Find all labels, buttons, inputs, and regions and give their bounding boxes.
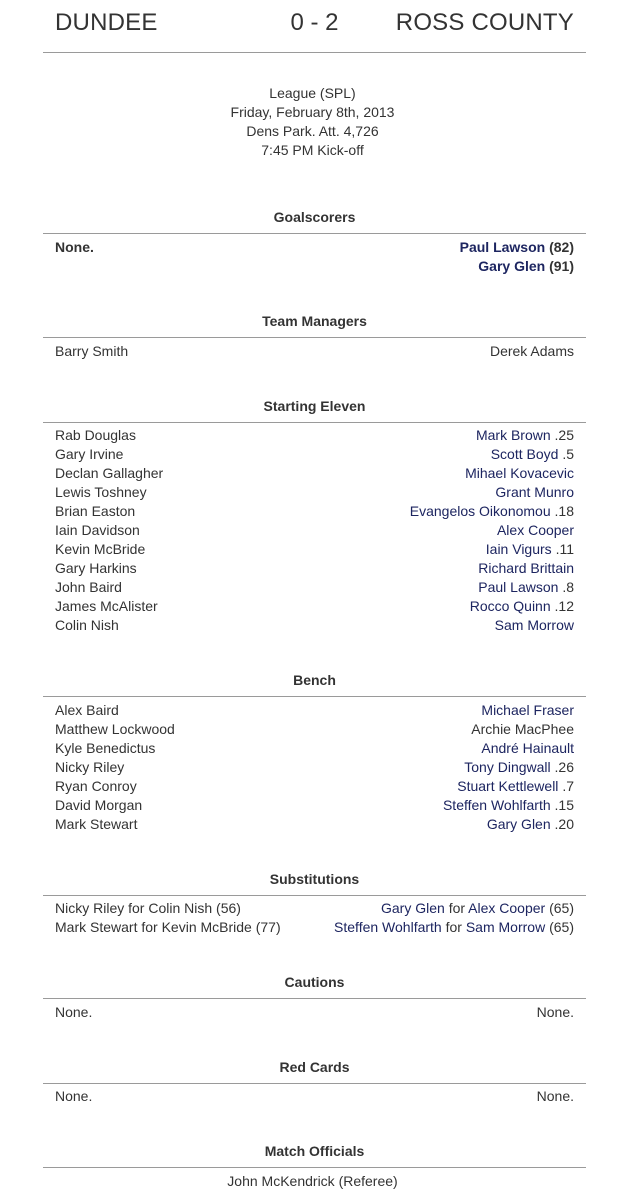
home-player: Gary Irvine bbox=[55, 446, 124, 462]
goal-minute: (91) bbox=[549, 258, 574, 274]
managers-heading: Team Managers bbox=[43, 311, 586, 338]
player-row bbox=[55, 777, 574, 796]
player-row bbox=[55, 616, 574, 635]
sub-off-link[interactable]: Sam Morrow bbox=[465, 919, 546, 935]
away-player-link[interactable]: Richard Brittain bbox=[478, 560, 574, 576]
home-player: Nicky Riley bbox=[55, 759, 125, 775]
squad-number: .11 bbox=[555, 541, 574, 557]
sub-minute: (65) bbox=[549, 919, 574, 935]
home-player: Lewis Toshney bbox=[55, 484, 147, 500]
away-player: Archie MacPhee bbox=[471, 721, 574, 737]
away-player-link[interactable]: Mark Brown bbox=[475, 427, 551, 443]
home-player: Rab Douglas bbox=[55, 427, 136, 443]
home-goalscorers: None. bbox=[55, 239, 94, 255]
away-player-link[interactable]: Grant Munro bbox=[495, 484, 574, 500]
away-team-name[interactable]: ROSS COUNTY bbox=[395, 9, 574, 36]
home-player: Ryan Conroy bbox=[55, 778, 137, 794]
home-player: David Morgan bbox=[55, 797, 143, 813]
away-player-link[interactable]: Iain Vigurs bbox=[485, 541, 552, 557]
bench-heading: Bench bbox=[43, 670, 586, 697]
home-player: Matthew Lockwood bbox=[55, 721, 175, 737]
home-team-name[interactable]: DUNDEE bbox=[55, 9, 158, 36]
away-player-link[interactable]: Steffen Wohlfarth bbox=[442, 797, 551, 813]
match-header bbox=[43, 0, 586, 53]
cautions-heading: Cautions bbox=[43, 972, 586, 999]
squad-number: .5 bbox=[562, 446, 574, 462]
player-row bbox=[55, 578, 574, 597]
player-row bbox=[55, 540, 574, 559]
player-row bbox=[55, 521, 574, 540]
goalscorer-link[interactable]: Paul Lawson bbox=[459, 239, 546, 255]
away-player-link[interactable]: André Hainault bbox=[481, 740, 574, 756]
home-manager: Barry Smith bbox=[55, 343, 129, 359]
player-row bbox=[55, 426, 574, 445]
sub-on-link[interactable]: Steffen Wohlfarth bbox=[334, 919, 442, 935]
referee: John McKendrick (Referee) bbox=[227, 1173, 398, 1189]
competition: League (SPL) bbox=[269, 85, 356, 101]
home-cautions: None. bbox=[55, 1004, 93, 1020]
player-row bbox=[55, 758, 574, 777]
squad-number: .25 bbox=[554, 427, 574, 443]
sub-for-text: for bbox=[448, 900, 466, 916]
home-player: Mark Stewart bbox=[55, 816, 138, 832]
sub-on-link[interactable]: Gary Glen bbox=[380, 900, 445, 916]
home-player: Colin Nish bbox=[55, 617, 119, 633]
player-row bbox=[55, 720, 574, 739]
squad-number: .7 bbox=[562, 778, 574, 794]
sub-minute: (65) bbox=[549, 900, 574, 916]
officials-heading: Match Officials bbox=[43, 1141, 586, 1168]
starting-eleven-heading: Starting Eleven bbox=[43, 396, 586, 423]
squad-number: .20 bbox=[554, 816, 574, 832]
managers-list bbox=[55, 342, 574, 361]
player-row bbox=[55, 701, 574, 720]
away-player-link[interactable]: Scott Boyd bbox=[490, 446, 559, 462]
away-player-link[interactable]: Evangelos Oikonomou bbox=[409, 503, 551, 519]
away-cautions: None. bbox=[536, 1004, 574, 1020]
goalscorer-link[interactable]: Gary Glen bbox=[478, 258, 546, 274]
substitutions-list bbox=[55, 899, 574, 937]
player-row bbox=[55, 483, 574, 502]
home-player: Iain Davidson bbox=[55, 522, 140, 538]
away-player-link[interactable]: Mihael Kovacevic bbox=[465, 465, 574, 481]
away-player-link[interactable]: Paul Lawson bbox=[478, 579, 559, 595]
home-substitution: Nicky Riley for Colin Nish (56) bbox=[55, 900, 241, 916]
cautions-list bbox=[55, 1003, 574, 1022]
home-player: James McAlister bbox=[55, 598, 158, 614]
squad-number: .8 bbox=[562, 579, 574, 595]
away-red-cards: None. bbox=[536, 1088, 574, 1104]
away-player-link[interactable]: Stuart Kettlewell bbox=[457, 778, 559, 794]
squad-number: .12 bbox=[554, 598, 574, 614]
starting-eleven-list bbox=[55, 426, 574, 635]
squad-number: .18 bbox=[554, 503, 574, 519]
sub-for-text: for bbox=[445, 919, 462, 935]
away-player-link[interactable]: Sam Morrow bbox=[494, 617, 574, 633]
player-row bbox=[55, 815, 574, 834]
home-player: Alex Baird bbox=[55, 702, 119, 718]
red-cards-list bbox=[55, 1087, 574, 1106]
home-player: Gary Harkins bbox=[55, 560, 137, 576]
goalscorers-list bbox=[55, 238, 574, 276]
away-manager-link[interactable]: Derek Adams bbox=[489, 343, 574, 359]
home-player: Brian Easton bbox=[55, 503, 136, 519]
bench-list bbox=[55, 701, 574, 834]
squad-number: .26 bbox=[554, 759, 574, 775]
match-info bbox=[0, 84, 625, 160]
away-player-link[interactable]: Rocco Quinn bbox=[469, 598, 551, 614]
home-player: John Baird bbox=[55, 579, 122, 595]
player-row bbox=[55, 502, 574, 521]
substitutions-heading: Substitutions bbox=[43, 869, 586, 896]
away-player-link[interactable]: Tony Dingwall bbox=[464, 759, 551, 775]
sub-off-link[interactable]: Alex Cooper bbox=[468, 900, 546, 916]
home-player: Declan Gallagher bbox=[55, 465, 164, 481]
player-row bbox=[55, 597, 574, 616]
player-row bbox=[55, 445, 574, 464]
kickoff-time: 7:45 PM Kick-off bbox=[261, 142, 364, 158]
player-row bbox=[55, 796, 574, 815]
player-row bbox=[55, 739, 574, 758]
venue-attendance: Dens Park. Att. 4,726 bbox=[246, 123, 379, 139]
home-player: Kyle Benedictus bbox=[55, 740, 156, 756]
away-player-link[interactable]: Alex Cooper bbox=[496, 522, 574, 538]
match-score: 0 - 2 bbox=[290, 9, 339, 36]
home-player: Kevin McBride bbox=[55, 541, 146, 557]
away-player-link[interactable]: Michael Fraser bbox=[481, 702, 574, 718]
match-date: Friday, February 8th, 2013 bbox=[230, 104, 395, 120]
squad-number: .15 bbox=[554, 797, 574, 813]
red-cards-heading: Red Cards bbox=[43, 1057, 586, 1084]
away-player-link[interactable]: Gary Glen bbox=[486, 816, 551, 832]
home-substitution: Mark Stewart for Kevin McBride (77) bbox=[55, 919, 281, 935]
goalscorers-heading: Goalscorers bbox=[43, 207, 586, 234]
home-red-cards: None. bbox=[55, 1088, 93, 1104]
player-row bbox=[55, 464, 574, 483]
goal-minute: (82) bbox=[549, 239, 574, 255]
player-row bbox=[55, 559, 574, 578]
